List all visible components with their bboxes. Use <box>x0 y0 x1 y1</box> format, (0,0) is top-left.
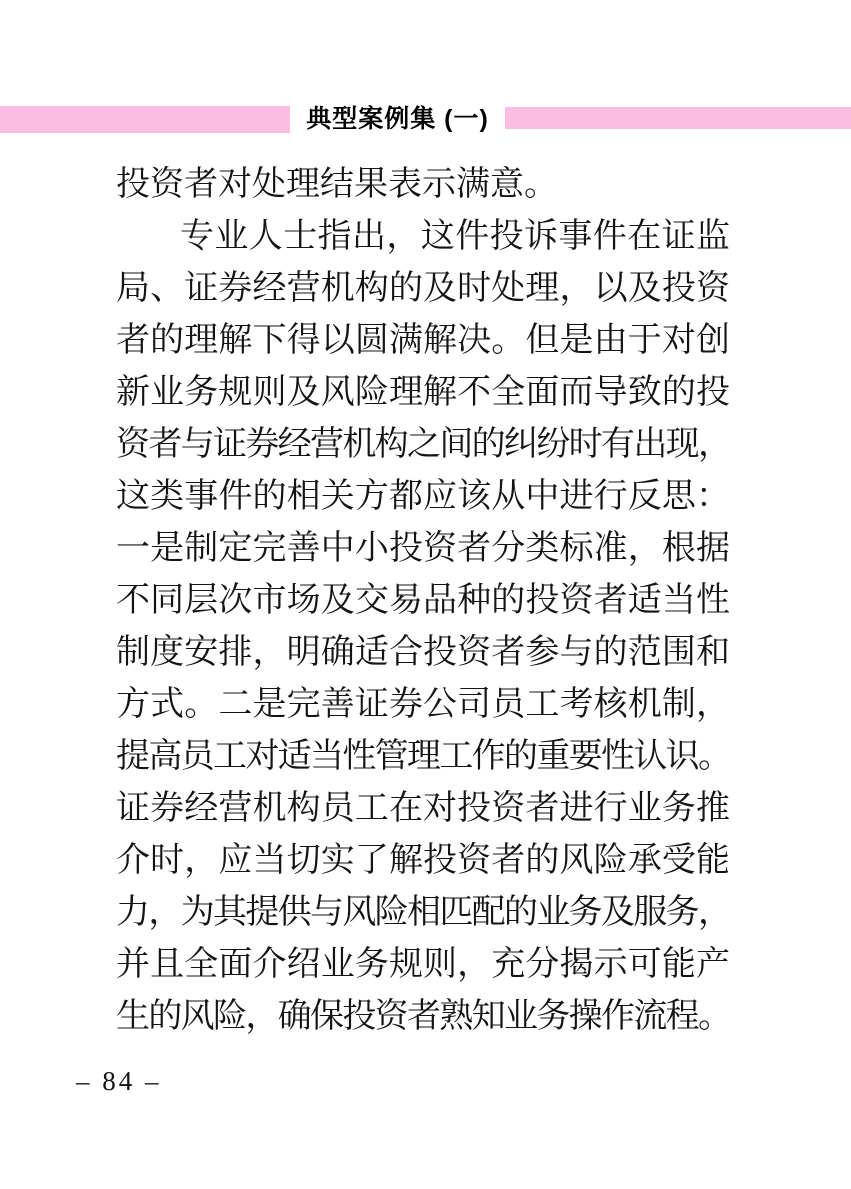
text-line: 并且全面介绍业务规则，充分揭示可能产 <box>116 946 730 983</box>
text-line: 局、证券经营机构的及时处理，以及投资 <box>116 270 730 307</box>
text-line: 介时，应当切实了解投资者的风险承受能 <box>116 842 730 879</box>
text-line: 新业务规则及风险理解不全面而导致的投 <box>116 374 730 411</box>
text-line: 这类事件的相关方都应该从中进行反思： <box>116 478 730 515</box>
body-text <box>116 159 730 1043</box>
text-line: 制度安排，明确适合投资者参与的范围和 <box>116 634 730 671</box>
text-line: 专业人士指出，这件投诉事件在证监 <box>180 218 730 255</box>
text-line: 证券经营机构员工在对投资者进行业务推 <box>116 790 730 827</box>
header-rule-left <box>0 106 290 133</box>
text-line: 方式。二是完善证券公司员工考核机制， <box>116 686 730 723</box>
text-line: 者的理解下得以圆满解决。但是由于对创 <box>116 322 730 359</box>
header-rule-right <box>505 107 851 129</box>
text-line: 投资者对处理结果表示满意。 <box>116 166 558 203</box>
text-line: 一是制定完善中小投资者分类标准，根据 <box>116 530 730 567</box>
text-line: 不同层次市场及交易品种的投资者适当性 <box>116 582 730 619</box>
text-line: 生的风险，确保投资者熟知业务操作流程。 <box>116 998 730 1035</box>
text-line: 资者与证券经营机构之间的纠纷时有出现， <box>116 426 730 463</box>
page-number: – 84 – <box>76 1066 162 1096</box>
text-line: 提高员工对适当性管理工作的重要性认识。 <box>116 738 730 775</box>
running-header-title: 典型案例集 (一) <box>306 105 489 133</box>
text-line: 力，为其提供与风险相匹配的业务及服务， <box>116 894 730 931</box>
